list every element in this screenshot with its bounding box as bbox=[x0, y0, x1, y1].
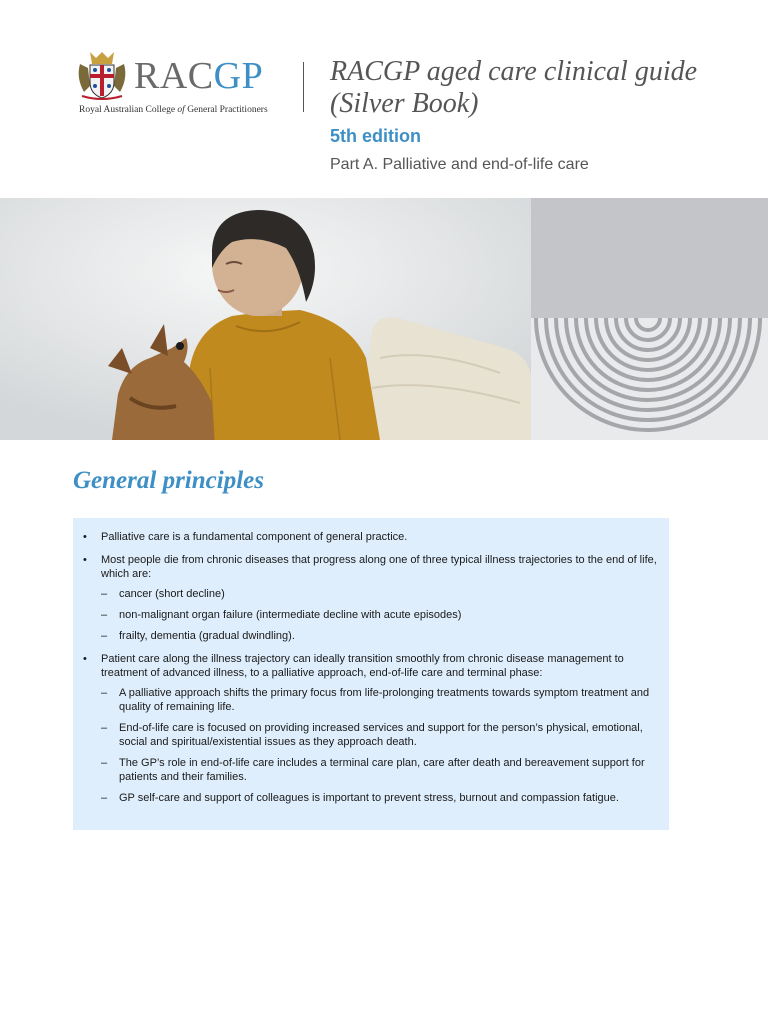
hero-banner bbox=[0, 198, 768, 440]
header-divider bbox=[303, 62, 304, 112]
list-item bbox=[73, 530, 669, 544]
sub-list-item: – End-of-life care is focused on providing increased services and support for the person’s physical, emotional, social and spiritual/existential issues as they approach death. bbox=[101, 721, 659, 749]
sub-list-item: – The GP’s role in end-of-life care includes a terminal care plan, care after death and bereavement support for patients and their families. bbox=[101, 756, 659, 784]
sub-list-item: – cancer (short decline) bbox=[101, 587, 659, 601]
arc-pattern-panel bbox=[531, 318, 768, 440]
hero-photo bbox=[0, 198, 531, 440]
list-item-text: Patient care along the illness trajectory can ideally transition smoothly from chronic disease management to treatment of advanced illness, to a palliative approach, end-of-life care and terminal phase: bbox=[101, 653, 624, 679]
sub-list-item: – non-malignant organ failure (intermediate decline with acute episodes) bbox=[101, 608, 659, 622]
sub-list-item: – frailty, dementia (gradual dwindling). bbox=[101, 629, 659, 643]
wordmark-rac: RAC bbox=[134, 55, 214, 97]
principles-list bbox=[73, 530, 669, 814]
list-item bbox=[73, 652, 669, 805]
sub-list-item: – GP self-care and support of colleagues is important to prevent stress, burnout and compassion fatigue. bbox=[101, 791, 659, 805]
document-title: RACGP aged care clinical guide (Silver Book) bbox=[330, 56, 698, 119]
college-name bbox=[79, 105, 268, 115]
principles-box bbox=[73, 518, 669, 830]
grey-panel bbox=[531, 198, 768, 318]
racgp-wordmark bbox=[134, 56, 263, 96]
sub-list bbox=[101, 587, 659, 643]
concentric-arcs-graphic bbox=[531, 318, 768, 440]
sub-list bbox=[101, 686, 659, 805]
college-name-part1: Royal Australian College bbox=[79, 105, 178, 115]
racgp-logo bbox=[76, 50, 276, 120]
woman-with-dog-illustration bbox=[0, 198, 531, 440]
section-heading: General principles bbox=[73, 467, 264, 494]
list-item-text: Most people die from chronic diseases that progress along one of three typical illness trajectories to the end of life, which are: bbox=[101, 554, 657, 580]
coat-of-arms-icon bbox=[76, 50, 128, 100]
part-label: Part A. Palliative and end-of-life care bbox=[330, 156, 589, 173]
edition-label: 5th edition bbox=[330, 126, 421, 146]
list-item bbox=[73, 553, 669, 643]
college-name-part2: General Practitioners bbox=[184, 105, 268, 115]
wordmark-gp: GP bbox=[213, 55, 264, 97]
college-name-of: of bbox=[177, 105, 185, 115]
sub-list-item: – A palliative approach shifts the primary focus from life-prolonging treatments towards symptom treatment and quality of remaining life. bbox=[101, 686, 659, 714]
list-item-text: Palliative care is a fundamental component of general practice. bbox=[101, 531, 408, 543]
